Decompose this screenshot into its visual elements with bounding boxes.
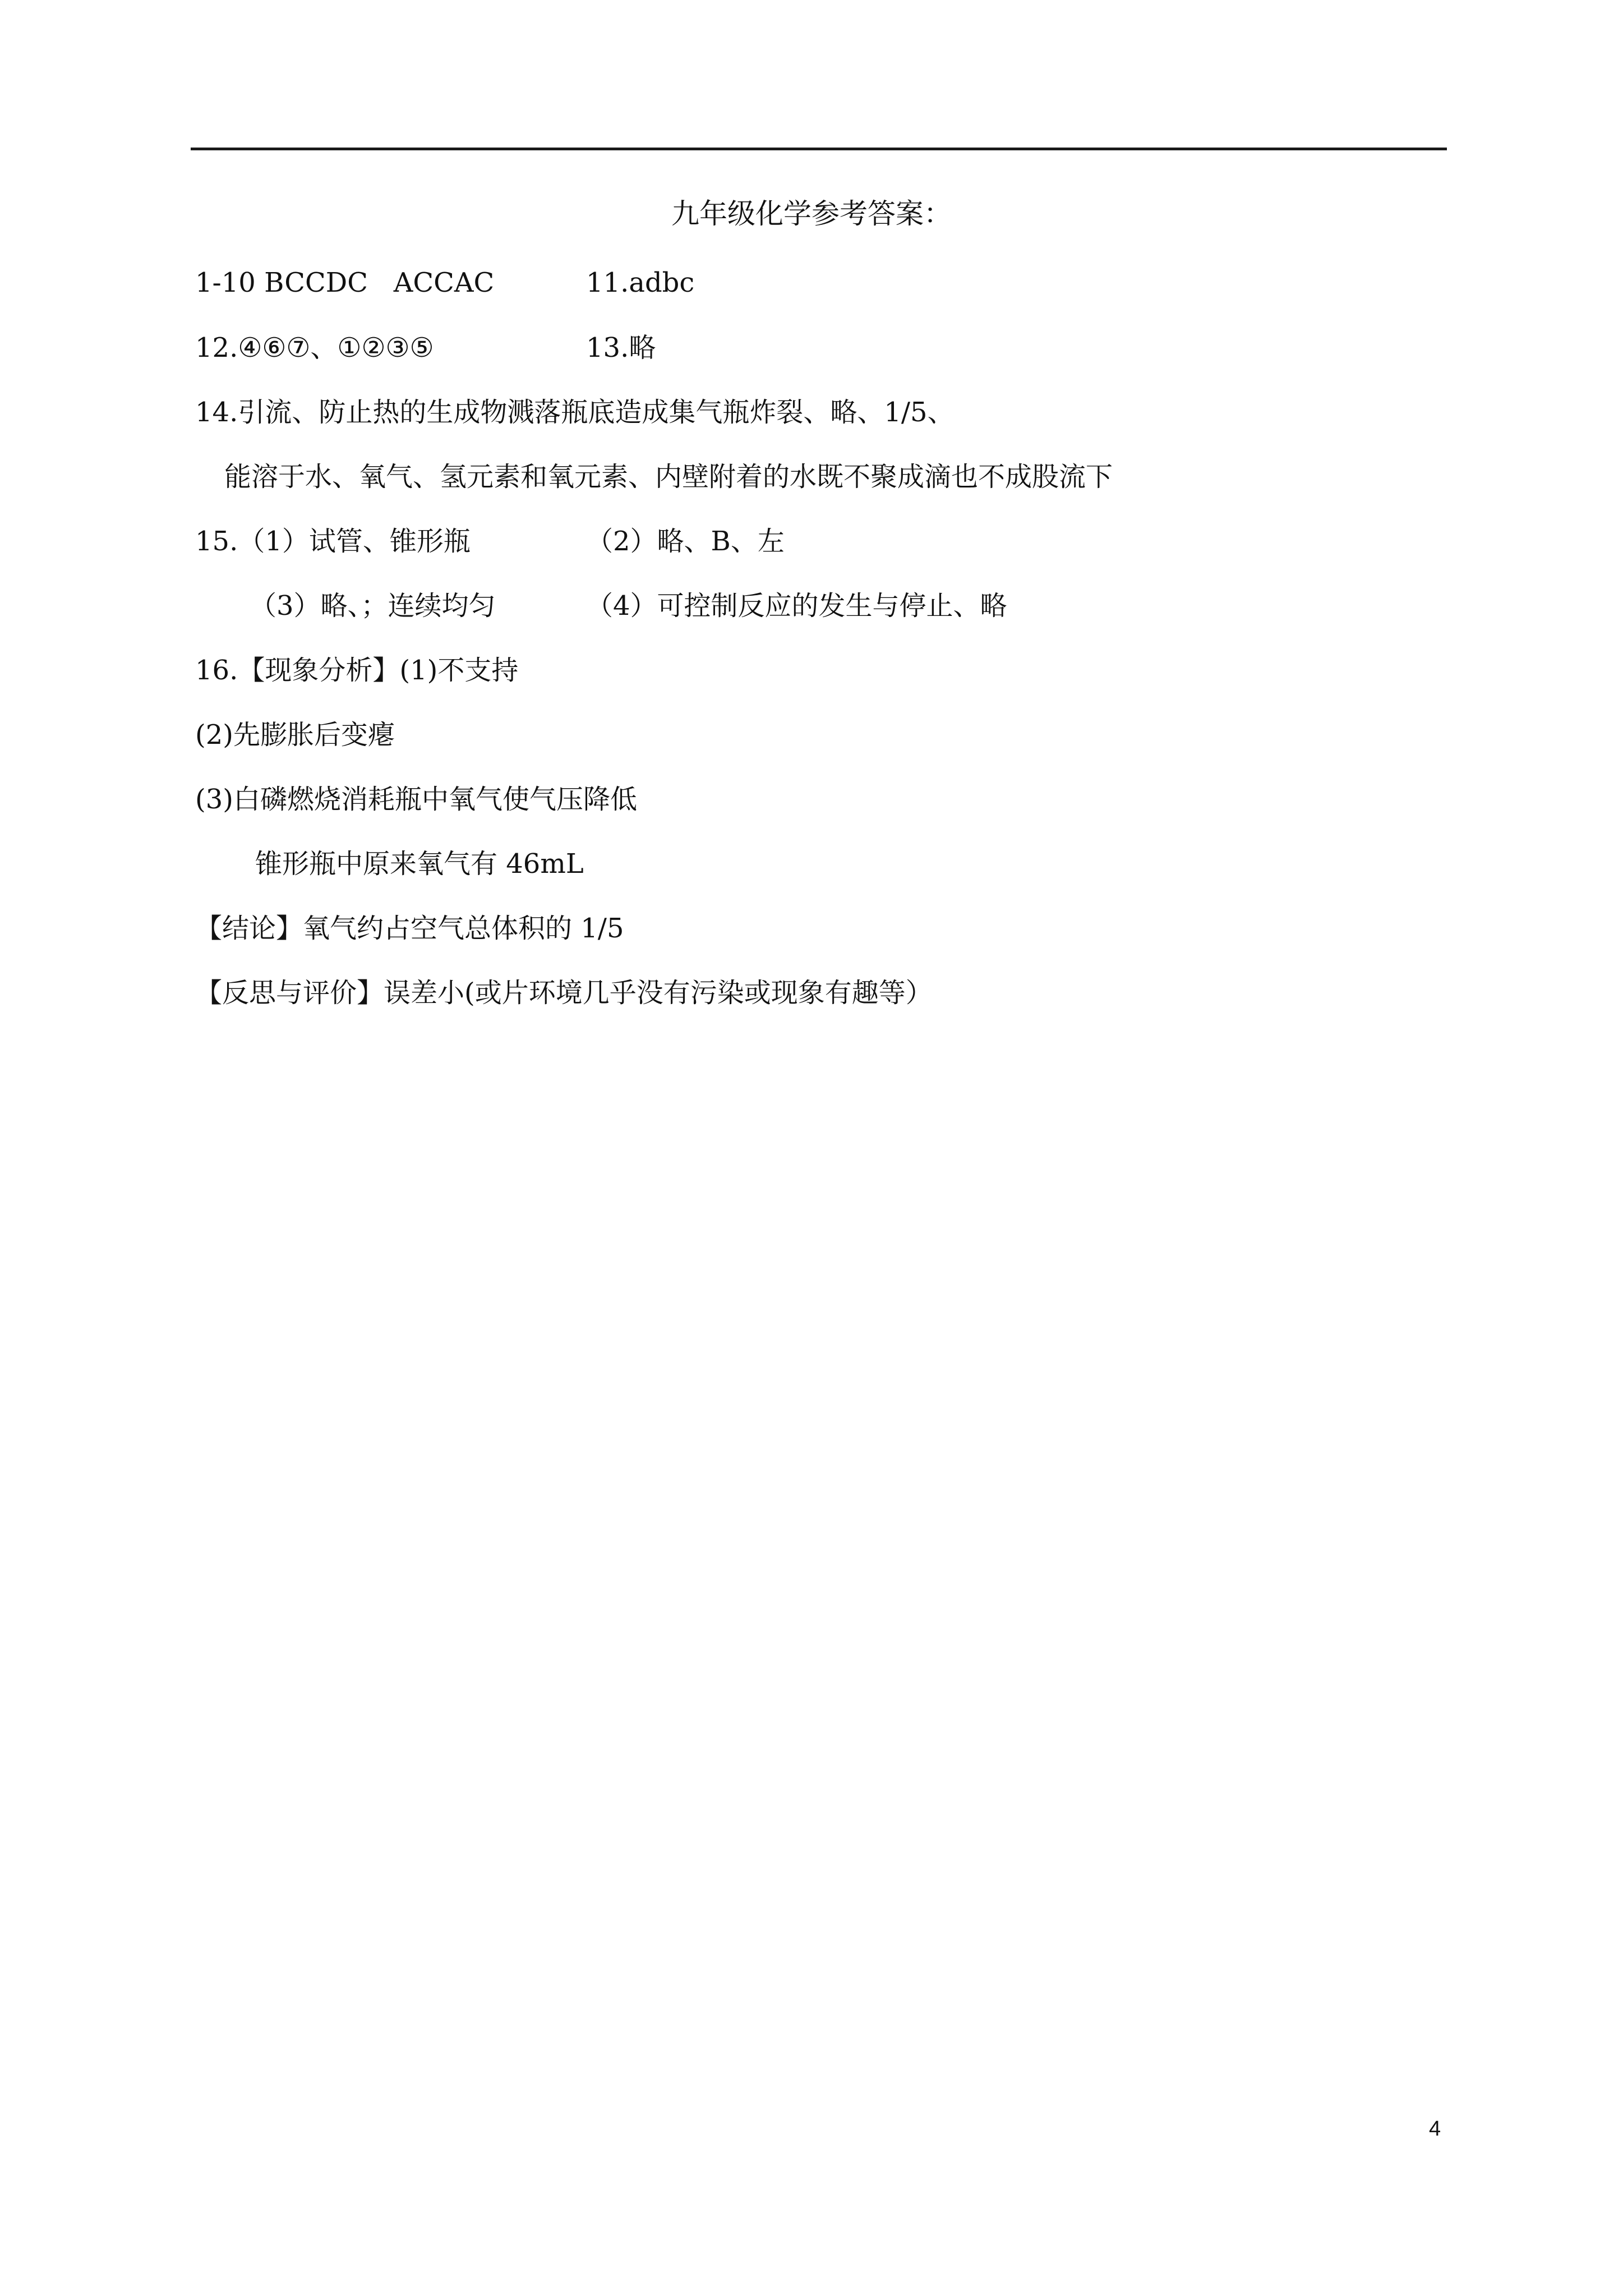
answer-q11: 11.adbc [586, 267, 695, 298]
header-rule [191, 148, 1447, 150]
answer-q16-line4: 锥形瓶中原来氧气有 46mL [255, 848, 584, 880]
reflection-line: 【反思与评价】误差小(或片环境几乎没有污染或现象有趣等） [195, 977, 933, 1009]
answer-q16-line1: 16.【现象分析】(1)不支持 [195, 655, 519, 686]
answer-q14-line2: 能溶于水、氧气、氢元素和氧元素、内壁附着的水既不聚成滴也不成股流下 [224, 461, 1113, 493]
answer-q15-part1: 15.（1）试管、锥形瓶 [195, 526, 471, 557]
conclusion-line: 【结论】氧气约占空气总体积的 1/5 [195, 913, 624, 944]
answer-q1-10: 1-10 BCCDC ACCAC [195, 267, 495, 298]
answer-q15-part4: （4）可控制反应的发生与停止、略 [586, 590, 1007, 622]
answer-q15-part2: （2）略、B、左 [586, 526, 785, 557]
answer-q13: 13.略 [586, 332, 656, 364]
answer-q12: 12.④⑥⑦、①②③⑤ [195, 332, 434, 364]
answer-q15-part3: （3）略、；连续均匀 [250, 590, 496, 622]
page-title: 九年级化学参考答案： [671, 197, 952, 230]
page-number: 4 [1429, 2117, 1441, 2141]
answer-q16-line2: (2)先膨胀后变瘪 [195, 719, 395, 751]
answer-q14-line1: 14.引流、防止热的生成物溅落瓶底造成集气瓶炸裂、略、1/5、 [195, 397, 955, 428]
answer-q16-line3: (3)白磷燃烧消耗瓶中氧气使气压降低 [195, 784, 637, 815]
